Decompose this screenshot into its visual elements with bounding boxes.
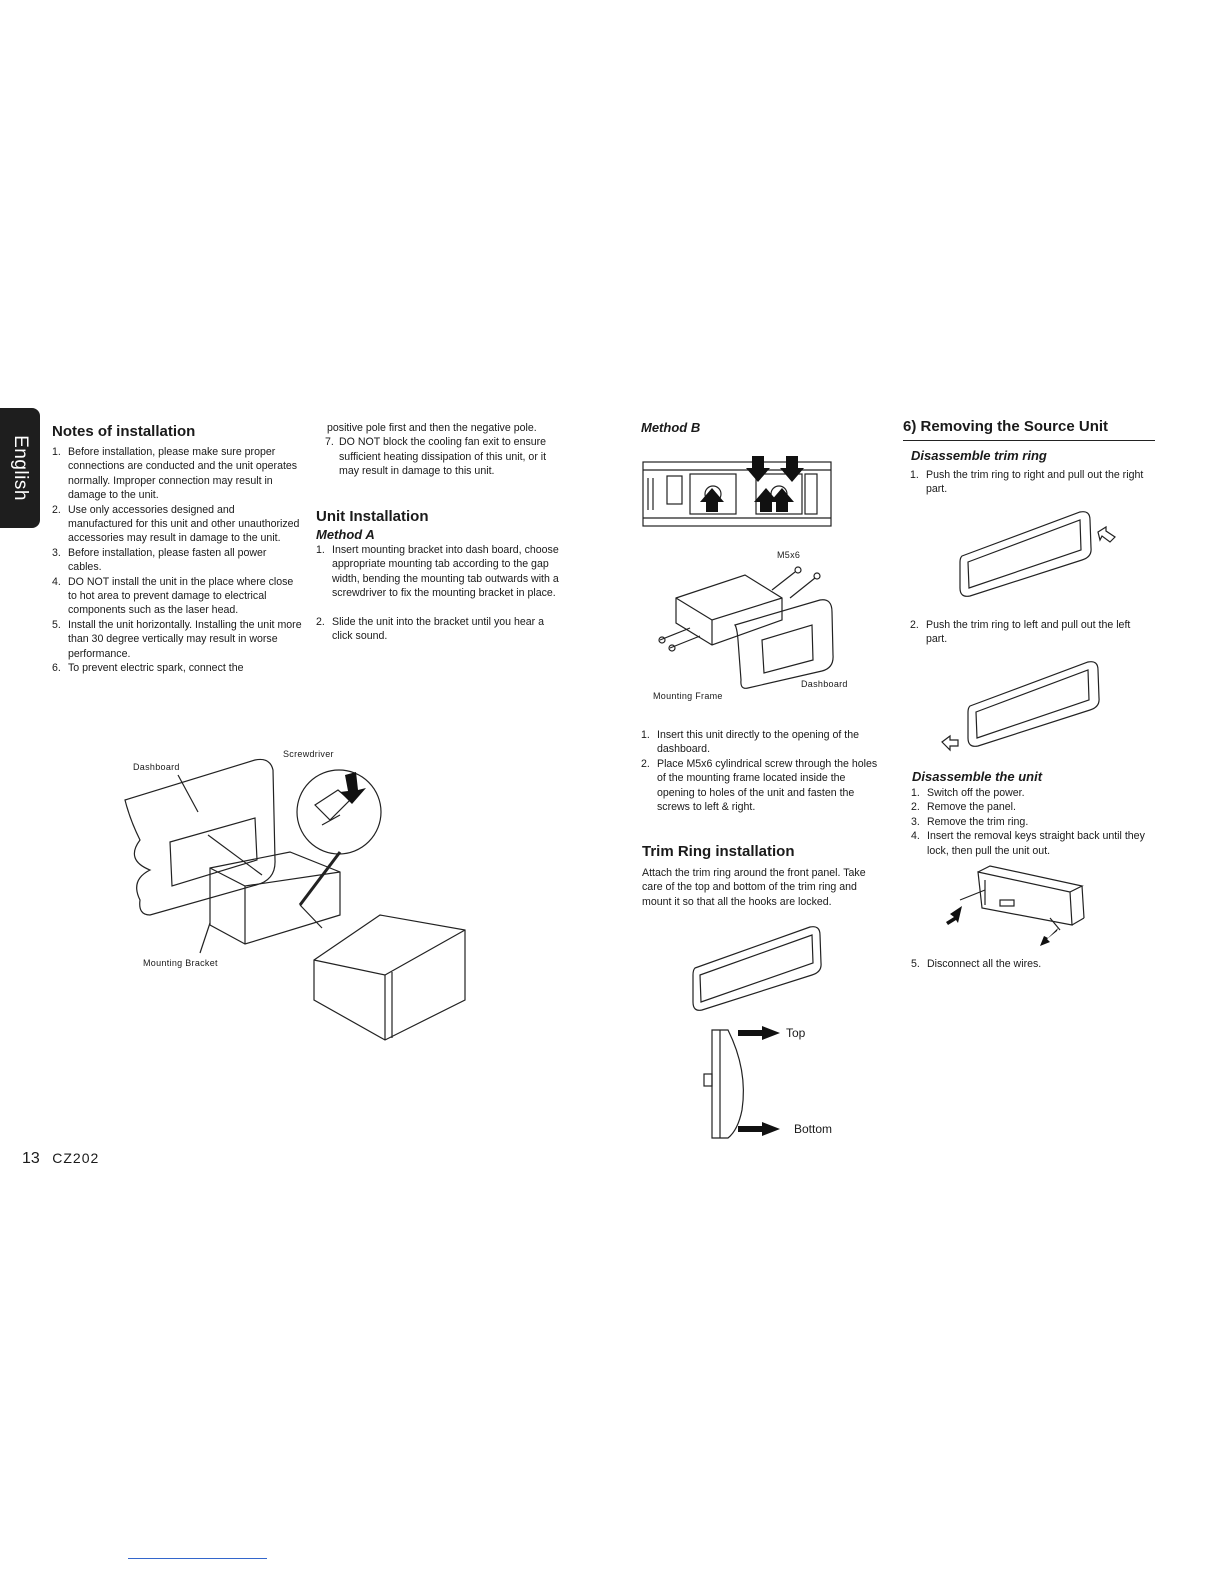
item-number: 2. bbox=[641, 757, 650, 770]
item-text: Place M5x6 cylindrical screw through the holes of the mounting frame located inside the opening to holes of the unit and fasten the screws to left & right. bbox=[657, 757, 878, 814]
item-number: 6. bbox=[52, 662, 61, 675]
trim-ring-heading: Trim Ring installation bbox=[642, 843, 795, 860]
item-number: 5. bbox=[911, 958, 920, 970]
list-item bbox=[911, 957, 1156, 971]
method-a-heading: Method A bbox=[316, 527, 375, 542]
trim-ring-text: Attach the trim ring around the front panel. Take care of the top and bottom of the trim ring and mount it so that all the hooks are locked. bbox=[642, 867, 866, 908]
mounting-frame-label: Mounting Frame bbox=[653, 691, 723, 701]
item-number: 1. bbox=[910, 469, 919, 481]
disassemble-unit-heading: Disassemble the unit bbox=[912, 769, 1043, 784]
disassemble-trim-heading: Disassemble trim ring bbox=[911, 448, 1047, 463]
dashboard-label: Dashboard bbox=[133, 762, 180, 772]
item-text: Push the trim ring to left and pull out the left part. bbox=[926, 619, 1131, 646]
item-number: 1. bbox=[641, 729, 650, 741]
item-text: Install the unit horizontally. Installing the unit more than 30 degree vertically may result in worse performance. bbox=[68, 618, 302, 660]
item-number: 4. bbox=[52, 575, 61, 588]
page-number: 13 bbox=[22, 1150, 40, 1167]
item-text: Use only accessories designed and manufactured for this unit and other unauthorized accessories may result in damage to the unit. bbox=[68, 503, 300, 545]
notes-heading: Notes of installation bbox=[52, 423, 196, 440]
method-b-heading: Method B bbox=[641, 420, 701, 435]
screw-label: M5x6 bbox=[777, 550, 801, 560]
item-text: Slide the unit into the bracket until you hear a click sound. bbox=[332, 615, 545, 643]
item-text: Remove the panel. bbox=[927, 801, 1016, 814]
page-footer bbox=[22, 1150, 99, 1168]
item-number: 2. bbox=[316, 615, 325, 628]
item-text: To prevent electric spark, connect the bbox=[68, 662, 244, 675]
item-text: Switch off the power. bbox=[927, 787, 1025, 799]
item-number: 7. bbox=[325, 436, 334, 449]
dashboard-label-b: Dashboard bbox=[801, 679, 848, 689]
item-text: Disconnect all the wires. bbox=[927, 958, 1042, 970]
item-number: 2. bbox=[52, 503, 61, 516]
mounting-bracket-label: Mounting Bracket bbox=[143, 958, 218, 968]
item-number: 2. bbox=[911, 801, 920, 814]
item-text: DO NOT install the unit in the place where close to hot area to prevent damage to electrical components such as the laser head. bbox=[68, 575, 294, 617]
item-text: Before installation, please fasten all power cables. bbox=[68, 546, 267, 574]
continued-text: positive pole first and then the negative pole. bbox=[327, 422, 537, 434]
language-tab-label: English bbox=[10, 435, 31, 501]
item-number: 4. bbox=[911, 830, 920, 843]
item-number: 1. bbox=[316, 544, 325, 556]
item-number: 3. bbox=[911, 815, 920, 828]
item-number: 1. bbox=[52, 446, 61, 458]
bottom-label: Bottom bbox=[794, 1122, 833, 1136]
item-text: Push the trim ring to right and pull out the right part. bbox=[926, 469, 1144, 496]
item-text: Before installation, please make sure proper connections are conducted and the unit operates normally. Improper connection may result in damage to the unit. bbox=[68, 446, 298, 502]
screwdriver-label: Screwdriver bbox=[283, 749, 334, 759]
item-text: Insert this unit directly to the opening of the dashboard. bbox=[657, 729, 859, 756]
item-number: 1. bbox=[911, 787, 920, 799]
item-number: 3. bbox=[52, 546, 61, 559]
item-text: Insert the removal keys straight back until they lock, then pull the unit out. bbox=[927, 830, 1145, 857]
item-text: DO NOT block the cooling fan exit to ensure sufficient heating dissipation of this unit, or it may result in damage to this unit. bbox=[339, 436, 547, 478]
item-text: Remove the trim ring. bbox=[927, 815, 1029, 828]
item-text: Insert mounting bracket into dash board, choose appropriate mounting tab according to the gap width, bending the mounting tab outwards with a screwdriver to fix the mounting bracket in place. bbox=[332, 544, 559, 600]
top-label: Top bbox=[786, 1026, 806, 1040]
disassemble-step-5 bbox=[911, 957, 1156, 971]
item-number: 2. bbox=[910, 619, 919, 631]
unit-installation-heading: Unit Installation bbox=[316, 508, 429, 525]
model-name: CZ202 bbox=[52, 1150, 100, 1166]
bottom-link-line bbox=[128, 1558, 267, 1559]
removing-heading: 6) Removing the Source Unit bbox=[903, 418, 1109, 435]
item-number: 5. bbox=[52, 618, 61, 631]
